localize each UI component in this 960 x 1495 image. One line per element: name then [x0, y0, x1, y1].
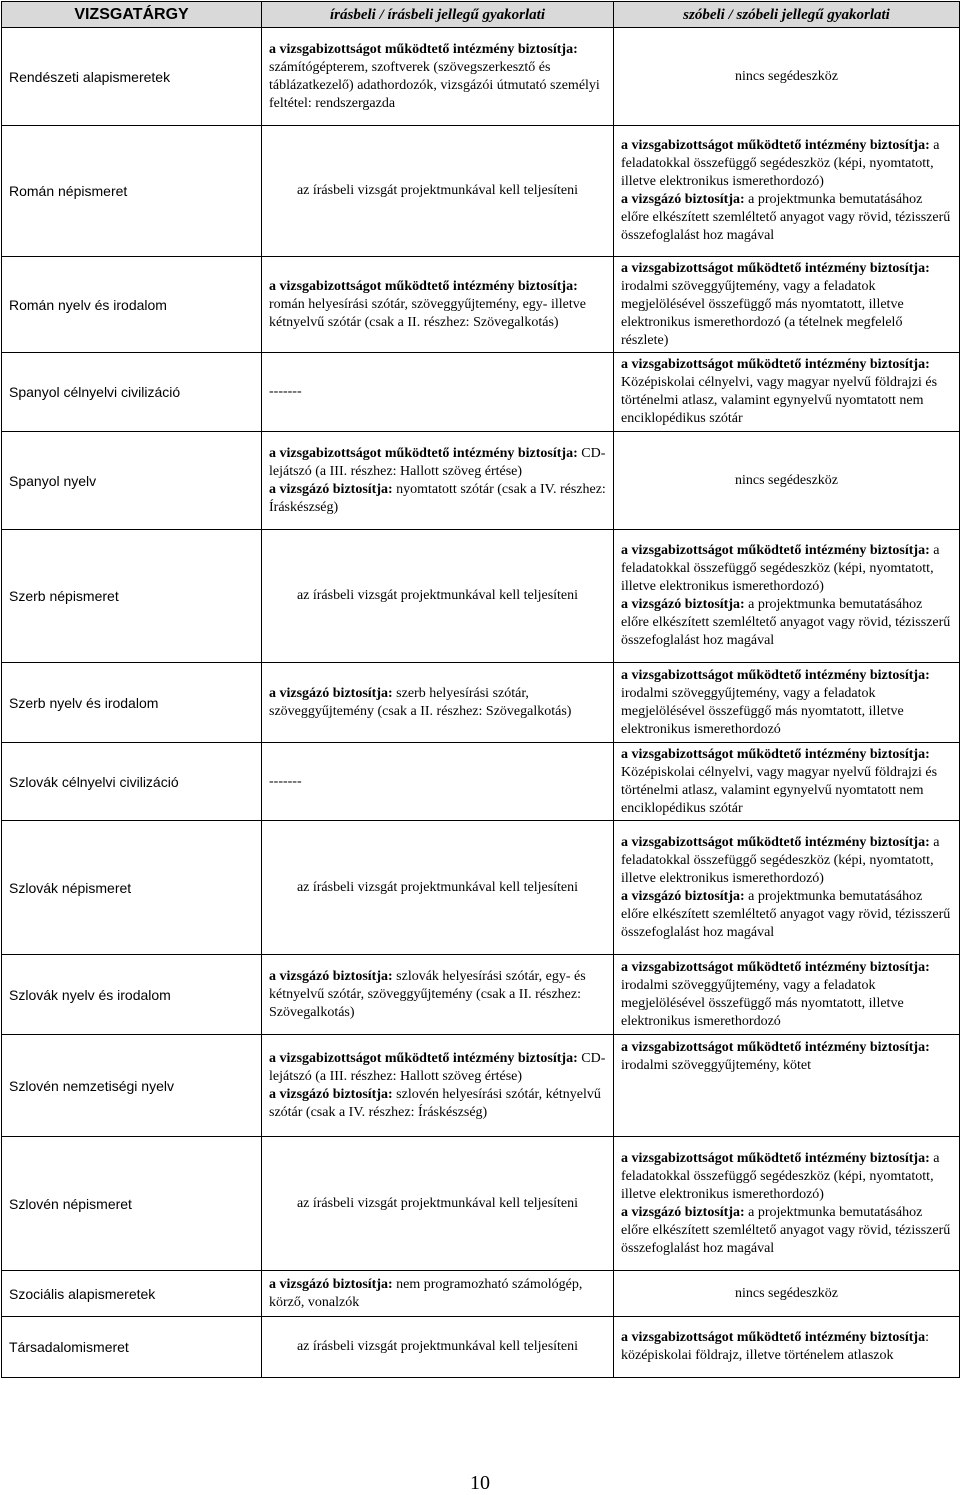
aid-provider: a vizsgázó biztosítja: [621, 1204, 745, 1220]
written-cell [262, 257, 614, 353]
written-cell [262, 28, 614, 126]
aid-text: CD-lejátszó (a III. részhez: Hallott szöveg értése) [269, 1050, 606, 1084]
oral-cell [614, 28, 960, 126]
oral-cell [614, 955, 960, 1035]
oral-cell [614, 126, 960, 257]
aid-provider: a vizsgabizottságot működtető intézmény biztosítja: [621, 834, 930, 850]
aid-entry [621, 1329, 952, 1365]
table-row [2, 1035, 960, 1137]
aid-provider: a vizsgázó biztosítja: [269, 968, 393, 984]
aid-text: az írásbeli vizsgát projektmunkával kell teljesíteni [296, 1339, 579, 1354]
subject-cell: Szlovén népismeret [2, 1137, 262, 1271]
aid-text: Középiskolai célnyelvi, vagy magyar nyelvű földrajzi és történelmi atlasz, valamint egynyelvű nyomtatott nem enciklopédikus szótár [621, 764, 938, 816]
aid-text: nyomtatott szótár (csak a IV. részhez: Íráskészség) [269, 481, 606, 515]
aid-entry [621, 746, 952, 818]
written-cell [262, 1317, 614, 1378]
aid-provider: a vizsgabizottságot működtető intézmény biztosítja: [621, 543, 930, 558]
aid-provider: a vizsgabizottságot működtető intézmény biztosítja: [621, 260, 930, 276]
aid-provider: a vizsgázó biztosítja: [269, 1086, 393, 1102]
aid-text: irodalmi szöveggyűjtemény, vagy a feladatok megjelölésével összefüggő más nyomtatott, illetve elektronikus ismerethordozó [621, 977, 904, 1029]
aid-provider: a vizsgabizottságot működtető intézmény biztosítja: [269, 445, 578, 461]
aid-provider: a vizsgabizottságot működtető intézmény biztosítja: [621, 1040, 930, 1055]
table-row [2, 1317, 960, 1378]
aid-text: a feladatokkal összefüggő segédeszköz (képi, nyomtatott, illetve elektronikus ismerethordozó) [621, 1150, 940, 1202]
subject-cell: Rendészeti alapismeretek [2, 28, 262, 126]
header-oral: szóbeli / szóbeli jellegű gyakorlati [614, 2, 960, 28]
aid-provider: a vizsgabizottságot működtető intézmény biztosítja: [621, 357, 930, 372]
subject-cell: Szociális alapismeretek [2, 1271, 262, 1317]
aid-entry [621, 667, 952, 739]
aid-entry [621, 596, 952, 650]
oral-cell [614, 257, 960, 353]
oral-cell [614, 530, 960, 663]
table-row [2, 530, 960, 663]
table-row [2, 28, 960, 126]
page-number: 10 [470, 1472, 490, 1494]
aid-text: ------- [269, 384, 302, 399]
aid-provider: a vizsgabizottságot működtető intézmény biztosítja: [621, 1150, 930, 1166]
aid-text: román helyesírási szótár, szöveggyűjtemény, egy- illetve kétnyelvű szótár (csak a II. részhez: Szövegalkotás) [269, 296, 586, 330]
table-row [2, 257, 960, 353]
aid-text: szerb helyesírási szótár, szöveggyűjtemény (csak a II. részhez: Szövegalkotás) [269, 685, 572, 719]
header-subject: VIZSGATÁRGY [2, 2, 262, 28]
subject-cell: Szerb népismeret [2, 530, 262, 663]
written-cell [262, 353, 614, 432]
written-cell [262, 432, 614, 530]
table-row [2, 663, 960, 743]
aid-entry [621, 959, 952, 1031]
written-cell [262, 663, 614, 743]
aid-entry [621, 542, 952, 596]
written-cell [262, 530, 614, 663]
aid-entry [621, 260, 952, 350]
oral-cell [614, 1317, 960, 1378]
table-row [2, 353, 960, 432]
aid-entry [269, 685, 606, 721]
table-row [2, 1271, 960, 1317]
written-cell [262, 1137, 614, 1271]
aid-entry [621, 191, 952, 245]
aid-entry [621, 1150, 952, 1204]
written-cell [262, 1035, 614, 1137]
aid-provider: a vizsgabizottságot működtető intézmény biztosítja: [269, 1050, 578, 1066]
aid-entry [269, 1050, 606, 1086]
aid-entry [269, 1276, 606, 1312]
aid-entry [621, 834, 952, 888]
table-row [2, 955, 960, 1035]
header-written: írásbeli / írásbeli jellegű gyakorlati [262, 2, 614, 28]
subject-cell: Szlovák népismeret [2, 821, 262, 955]
aid-text: a feladatokkal összefüggő segédeszköz (képi, nyomtatott, illetve elektronikus ismerethordozó) [621, 834, 940, 886]
aid-text: nincs segédeszköz [734, 472, 839, 488]
table-row [2, 1137, 960, 1271]
aid-text: a feladatokkal összefüggő segédeszköz (képi, nyomtatott, illetve elektronikus ismerethordozó) [621, 138, 940, 189]
aid-entry [621, 888, 952, 942]
aid-text: az írásbeli vizsgát projektmunkával kell teljesíteni [296, 879, 579, 895]
oral-cell [614, 432, 960, 530]
aid-text: a projektmunka bemutatásához előre elkészített szemléltető anyagot vagy rövid, tézisszerű összefoglalást hoz magával [621, 597, 951, 648]
oral-cell [614, 1271, 960, 1317]
exam-aids-table [1, 1, 960, 1378]
oral-cell [614, 1035, 960, 1137]
aid-text: ------- [269, 773, 302, 789]
aid-entry [269, 278, 606, 332]
oral-cell [614, 821, 960, 955]
aid-provider: a vizsgabizottságot működtető intézmény biztosítja: [621, 667, 930, 683]
subject-cell: Szlovák nyelv és irodalom [2, 955, 262, 1035]
aid-provider: a vizsgázó biztosítja: [269, 685, 393, 701]
aid-provider: a vizsgabizottságot működtető intézmény biztosítja: [269, 41, 578, 57]
written-cell [262, 743, 614, 821]
aid-provider: a vizsgabizottságot működtető intézmény biztosítja: [621, 959, 930, 975]
aid-text: nincs segédeszköz [734, 1285, 839, 1301]
subject-cell: Spanyol célnyelvi civilizáció [2, 353, 262, 432]
aid-text: az írásbeli vizsgát projektmunkával kell teljesíteni [296, 183, 579, 198]
table-row [2, 432, 960, 530]
subject-cell: Szerb nyelv és irodalom [2, 663, 262, 743]
aid-text: irodalmi szöveggyűjtemény, vagy a feladatok megjelölésével összefüggő más nyomtatott, illetve elektronikus ismerethordozó (a tételnek megfelelő részlete) [621, 278, 904, 348]
aid-entry [269, 968, 606, 1022]
aid-text: szlovén helyesírási szótár, kétnyelvű szótár (csak a IV. részhez: Íráskészség) [269, 1086, 601, 1120]
oral-cell [614, 353, 960, 432]
aid-entry [621, 1039, 952, 1075]
oral-cell [614, 1137, 960, 1271]
header-row [2, 2, 960, 28]
subject-cell: Spanyol nyelv [2, 432, 262, 530]
aid-entry [621, 1204, 952, 1258]
subject-cell: Szlovén nemzetiségi nyelv [2, 1035, 262, 1137]
aid-entry [269, 445, 606, 481]
table-row [2, 126, 960, 257]
aid-text: nem programozható számológép, körző, vonalzók [269, 1276, 583, 1310]
aid-text: nincs segédeszköz [734, 68, 839, 84]
aid-entry [621, 137, 952, 191]
aid-entry [621, 356, 952, 428]
oral-cell [614, 663, 960, 743]
aid-text: a feladatokkal összefüggő segédeszköz (képi, nyomtatott, illetve elektronikus ismerethordozó) [621, 543, 940, 594]
aid-provider: a vizsgázó biztosítja: [269, 481, 393, 497]
aid-text: az írásbeli vizsgát projektmunkával kell teljesíteni [296, 588, 579, 603]
aid-entry [269, 1086, 606, 1122]
subject-cell: Román nyelv és irodalom [2, 257, 262, 353]
written-cell [262, 1271, 614, 1317]
aid-provider: a vizsgázó biztosítja: [269, 1276, 393, 1292]
aid-provider: a vizsgabizottságot működtető intézmény biztosítja: [269, 278, 578, 294]
aid-text: a projektmunka bemutatásához előre elkészített szemléltető anyagot vagy rövid, tézisszerű összefoglalást hoz magával [621, 192, 951, 243]
subject-cell: Szlovák célnyelvi civilizáció [2, 743, 262, 821]
written-cell [262, 821, 614, 955]
aid-text: számítógépterem, szoftverek (szövegszerkesztő és táblázatkezelő) adathordozók, vizsgázói útmutató személyi feltétel: rendszergazda [269, 59, 600, 111]
aid-text: Középiskolai célnyelvi, vagy magyar nyelvű földrajzi és történelmi atlasz, valamint egynyelvű nyomtatott nem enciklopédikus szótár [621, 375, 938, 426]
written-cell [262, 955, 614, 1035]
aid-entry [269, 481, 606, 517]
aid-provider: a vizsgázó biztosítja: [621, 192, 745, 207]
oral-cell [614, 743, 960, 821]
aid-text: irodalmi szöveggyűjtemény, vagy a feladatok megjelölésével összefüggő más nyomtatott, illetve elektronikus ismerethordozó [621, 685, 904, 737]
aid-provider: a vizsgázó biztosítja: [621, 597, 745, 612]
aid-provider: a vizsgázó biztosítja: [621, 888, 745, 904]
aid-provider: a vizsgabizottságot működtető intézmény biztosítja [621, 1330, 926, 1345]
aid-text: irodalmi szöveggyűjtemény, kötet [621, 1058, 811, 1073]
aid-text: : középiskolai földrajz, illetve történelem atlaszok [621, 1330, 929, 1363]
table-row [2, 821, 960, 955]
aid-text: a projektmunka bemutatásához előre elkészített szemléltető anyagot vagy rövid, tézisszerű összefoglalást hoz magával [621, 1204, 951, 1256]
aid-text: a projektmunka bemutatásához előre elkészített szemléltető anyagot vagy rövid, tézisszerű összefoglalást hoz magával [621, 888, 951, 940]
aid-provider: a vizsgabizottságot működtető intézmény biztosítja: [621, 746, 930, 762]
subject-cell: Társadalomismeret [2, 1317, 262, 1378]
aid-text: szlovák helyesírási szótár, egy- és kétnyelvű szótár, szöveggyűjtemény (csak a II. részhez: Szövegalkotás) [269, 968, 586, 1020]
aid-text: CD-lejátszó (a III. részhez: Hallott szöveg értése) [269, 445, 606, 479]
table-row [2, 743, 960, 821]
aid-text: az írásbeli vizsgát projektmunkával kell teljesíteni [296, 1195, 579, 1211]
aid-entry [269, 41, 606, 113]
subject-cell: Román népismeret [2, 126, 262, 257]
written-cell [262, 126, 614, 257]
aid-provider: a vizsgabizottságot működtető intézmény biztosítja: [621, 138, 930, 153]
